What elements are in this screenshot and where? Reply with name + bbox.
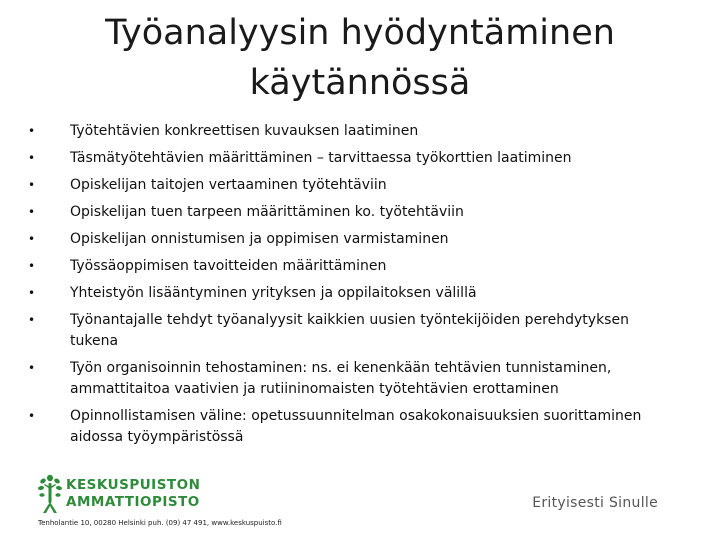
bullet-dot: •	[28, 124, 36, 138]
bullet-item	[28, 310, 678, 352]
bullet-list	[28, 121, 678, 454]
bullet-text: Työssäoppimisen tavoitteiden määrittäminen	[70, 258, 387, 274]
bullet-item	[28, 202, 678, 223]
bullet-item	[28, 358, 678, 400]
bullet-text: Opiskelijan taitojen vertaaminen työtehtäviin	[70, 177, 387, 193]
logo-text-line1: KESKUSPUISTON	[66, 477, 201, 493]
bullet-item	[28, 121, 678, 142]
bullet-dot: •	[28, 259, 36, 273]
bullet-dot: •	[28, 313, 36, 327]
bullet-text: Työtehtävien konkreettisen kuvauksen laatiminen	[70, 123, 419, 139]
bullet-text: Opinnollistamisen väline: opetussuunnitelman osakokonaisuuksien suorittaminen aidossa työympäristössä	[70, 408, 642, 445]
bullet-text: Työn organisoinnin tehostaminen: ns. ei kenenkään tehtävien tunnistaminen, ammattitaitoa vaativien ja rutiininomaisten työtehtävien erottaminen	[70, 360, 612, 397]
bullet-item	[28, 256, 678, 277]
bullet-dot: •	[28, 205, 36, 219]
bullet-item	[28, 283, 678, 304]
bullet-dot: •	[28, 232, 36, 246]
slide-title: Työanalyysin hyödyntäminen käytännössä	[105, 13, 615, 103]
bullet-item	[28, 229, 678, 250]
bullet-text: Yhteistyön lisääntyminen yrityksen ja oppilaitoksen välillä	[70, 285, 477, 301]
bullet-dot: •	[28, 361, 36, 375]
tree-figure-logo-icon	[38, 474, 62, 514]
bullet-dot: •	[28, 178, 36, 192]
bullet-text: Työnantajalle tehdyt työanalyysit kaikkien uusien työntekijöiden perehdytyksen tukena	[70, 312, 629, 349]
bullet-dot: •	[28, 151, 36, 165]
logo-text-line2: AMMATTIOPISTO	[66, 494, 200, 510]
bullet-text: Täsmätyötehtävien määrittäminen – tarvittaessa työkorttien laatiminen	[70, 150, 572, 166]
bullet-dot: •	[28, 409, 36, 423]
school-logo	[38, 474, 238, 516]
bullet-text: Opiskelijan onnistumisen ja oppimisen varmistaminen	[70, 231, 449, 247]
bullet-item	[28, 175, 678, 196]
bullet-item	[28, 406, 678, 448]
slogan: Erityisesti Sinulle	[532, 495, 658, 511]
bullet-text: Opiskelijan tuen tarpeen määrittäminen ko. työtehtäviin	[70, 204, 464, 220]
footer-address: Tenholantie 10, 00280 Helsinki puh. (09) 47 491, www.keskuspuisto.fi	[38, 519, 282, 527]
bullet-item	[28, 148, 678, 169]
bullet-dot: •	[28, 286, 36, 300]
